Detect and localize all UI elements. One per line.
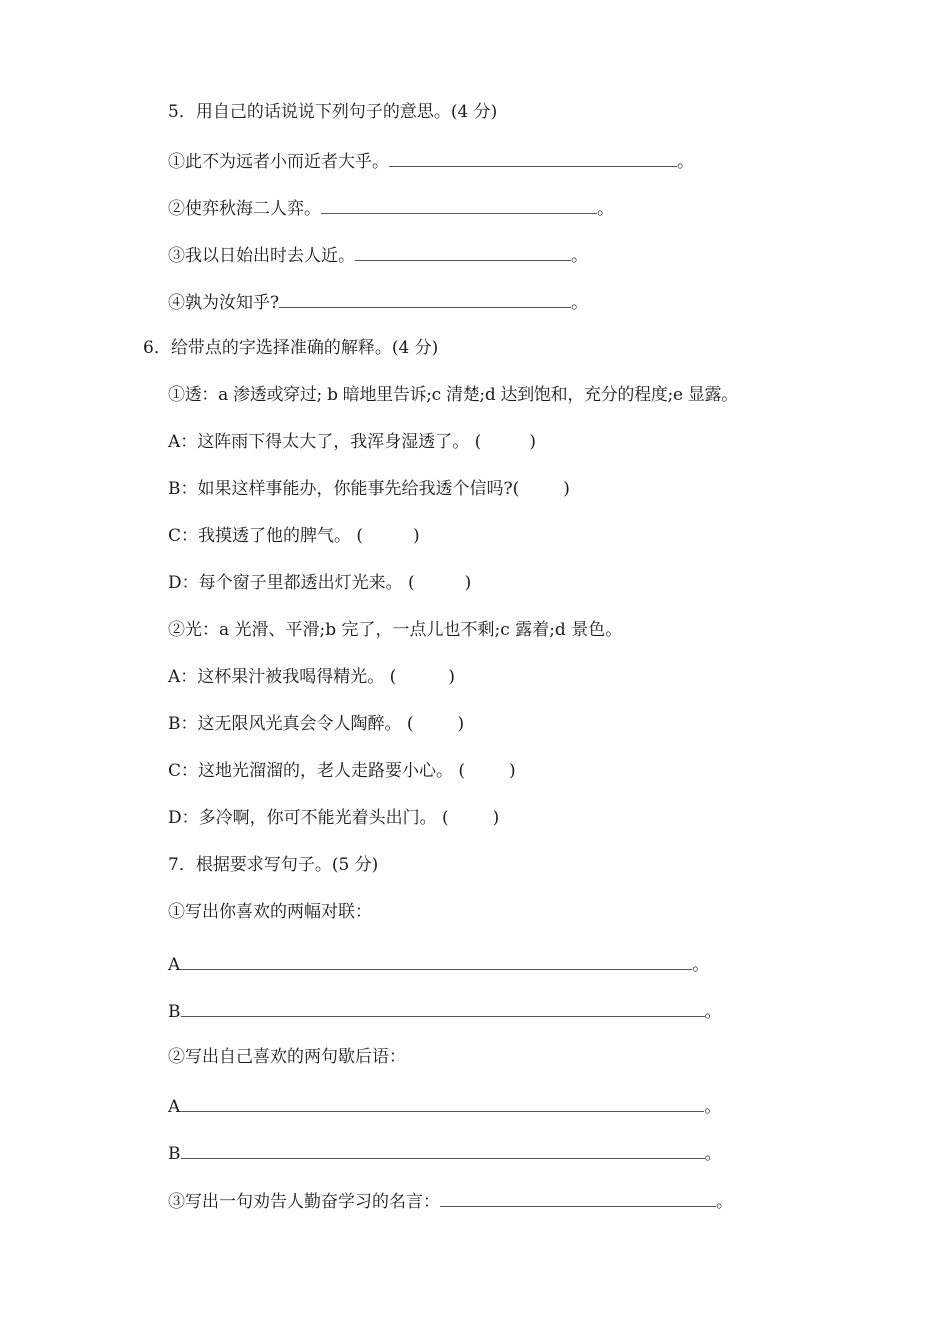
q5-item-2-end: 。 — [597, 199, 614, 219]
q5-item-3-end: 。 — [571, 246, 588, 266]
q5-item-3 — [168, 242, 588, 268]
line-end: 。 — [716, 1192, 733, 1212]
line-end: 。 — [704, 1002, 722, 1022]
line-end: 。 — [704, 1097, 722, 1117]
answer-blank[interactable] — [181, 998, 705, 1017]
q7-part1-prompt: ①写出你喜欢的两幅对联： — [168, 902, 372, 922]
option-close: ) — [509, 761, 516, 781]
q6-part2-option-b — [168, 712, 464, 736]
q5-title: 5．用自己的话说说下列句子的意思。(4 分) — [168, 102, 498, 122]
option-close: ) — [413, 526, 420, 546]
q6-part1-option-d — [168, 571, 471, 595]
q7-part2-line-a — [168, 1093, 721, 1119]
q5-item-2-text: ②使弈秋海二人弈。 — [168, 199, 321, 219]
q7-part2-prompt: ②写出自己喜欢的两句歇后语： — [168, 1047, 406, 1067]
line-end: 。 — [704, 1144, 722, 1164]
option-text: A：这杯果汁被我喝得精光。 ( — [168, 667, 397, 687]
option-close: ) — [464, 573, 472, 593]
answer-blank[interactable] — [180, 1093, 704, 1112]
q6-part2-option-c — [168, 759, 516, 783]
answer-blank[interactable] — [180, 951, 692, 970]
answer-blank[interactable] — [321, 195, 597, 214]
line-end: 。 — [692, 955, 710, 975]
q7-title: 7．根据要求写句子。(5 分) — [168, 855, 379, 875]
answer-blank[interactable] — [440, 1188, 716, 1207]
q5-item-1-end: 。 — [677, 152, 694, 172]
option-close: ) — [448, 667, 455, 687]
option-text: C：我摸透了他的脾气。 ( — [168, 526, 364, 546]
option-text: D：多冷啊，你可不能光着头出门。 ( — [168, 808, 449, 828]
option-close: ) — [563, 479, 570, 499]
answer-blank[interactable] — [355, 242, 571, 261]
option-text: B：如果这样事能办，你能事先给我透个信吗?( — [168, 479, 520, 499]
q5-item-3-text: ③我以日始出时去人近。 — [168, 246, 355, 266]
q7-part3 — [168, 1188, 733, 1214]
q6-part2-option-a — [168, 665, 455, 689]
answer-blank[interactable] — [181, 1140, 705, 1159]
option-text: D：每个窗子里都透出灯光来。 ( — [168, 573, 415, 593]
q6-part1-prompt: ①透：a 渗透或穿过; b 暗地里告诉;c 清楚;d 达到饱和，充分的程度;e 显露。 — [168, 385, 738, 405]
q5-item-4-end: 。 — [571, 293, 589, 313]
option-text: A：这阵雨下得太大了，我浑身湿透了。 ( — [168, 432, 482, 452]
option-close: ) — [492, 808, 500, 828]
option-close: ) — [529, 432, 536, 452]
q6-part2-option-d — [168, 806, 499, 830]
line-label: A — [168, 1097, 181, 1117]
option-close: ) — [457, 714, 465, 734]
q6-part2-prompt: ②光：a 光滑、平滑;b 完了，一点儿也不剩;c 露着;d 景色。 — [168, 620, 623, 640]
q7-part1-line-a — [168, 951, 709, 977]
q5-item-4-text: ④孰为汝知乎? — [168, 293, 280, 313]
q7-part3-prompt: ③写出一句劝告人勤奋学习的名言： — [168, 1192, 440, 1212]
answer-blank[interactable] — [389, 148, 677, 167]
q5-item-1 — [168, 148, 694, 174]
q6-part1-option-c — [168, 524, 420, 548]
q6-part1-option-a — [168, 430, 536, 454]
q6-title: 6．给带点的字选择准确的解释。(4 分) — [143, 338, 439, 358]
line-label: A — [168, 955, 181, 975]
q6-part1-option-b — [168, 477, 570, 501]
q5-item-1-text: ①此不为远者小而近者大乎。 — [168, 152, 389, 172]
q5-item-4 — [168, 289, 588, 315]
q7-part1-line-b — [168, 998, 722, 1024]
answer-blank[interactable] — [279, 289, 571, 308]
line-label: B — [168, 1002, 181, 1022]
q7-part2-line-b — [168, 1140, 722, 1166]
q5-item-2 — [168, 195, 614, 221]
line-label: B — [168, 1144, 181, 1164]
option-text: C：这地光溜溜的，老人走路要小心。 ( — [168, 761, 466, 781]
option-text: B：这无限风光真会令人陶醉。 ( — [168, 714, 414, 734]
